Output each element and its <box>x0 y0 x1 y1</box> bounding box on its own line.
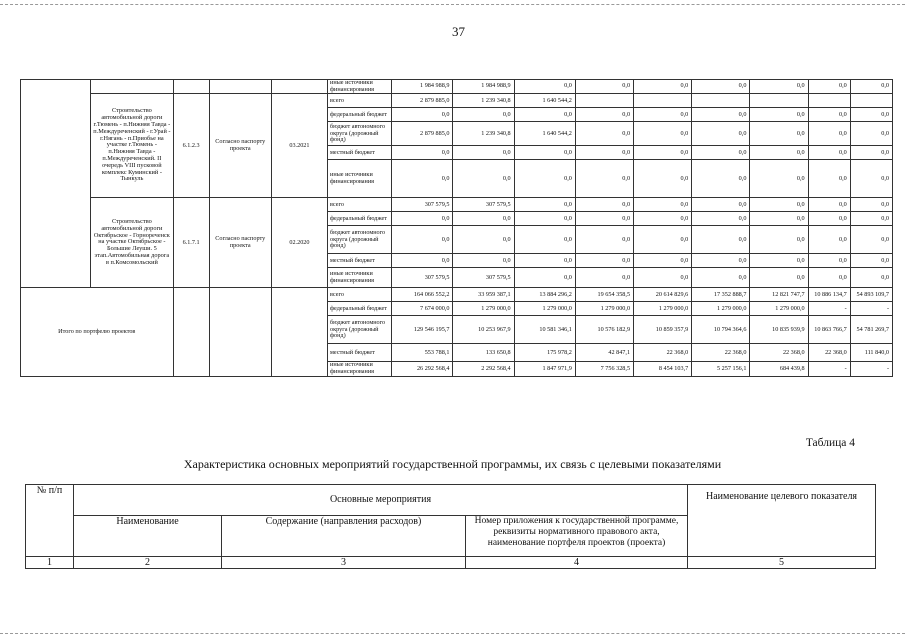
project-name: Строительство автомобильной дороги г.Тюмень - п.Нижняя Тавда - п.Междуреченский - г.Урай - г.Нягань - п.Приобье на участке г.Тюмень - п.Нижняя Тавда - п.Междуреченский. II очередь VIII пусковой комплекс Куминский - Тынкуль <box>91 94 173 198</box>
amount-cell: 0,0 <box>692 146 750 160</box>
amount-cell: 0,0 <box>808 146 850 160</box>
col-number: 1 <box>26 557 74 569</box>
amount-cell: 0,0 <box>575 160 633 198</box>
amount-cell: 0,0 <box>634 212 692 226</box>
amount-cell: 2 292 568,4 <box>453 362 514 376</box>
amount-cell: 2 879 885,0 <box>392 122 453 146</box>
amount-cell: 307 579,5 <box>453 198 514 212</box>
amount-cell: 0,0 <box>850 212 892 226</box>
bottom-scan-edge <box>0 633 905 634</box>
amount-cell <box>850 94 892 108</box>
amount-cell: 12 821 747,7 <box>750 288 808 302</box>
source-label: всего <box>328 198 392 212</box>
amount-cell: 0,0 <box>514 160 575 198</box>
amount-cell: 0,0 <box>692 108 750 122</box>
source-label: бюджет автономного округа (дорожный фонд) <box>328 122 392 146</box>
amount-cell: 0,0 <box>692 80 750 94</box>
amount-cell: 0,0 <box>808 122 850 146</box>
amount-cell: 0,0 <box>692 198 750 212</box>
amount-cell: 10 581 346,1 <box>514 316 575 344</box>
source-label: иные источники финансирования <box>328 268 392 288</box>
col-number: 5 <box>688 557 876 569</box>
amount-cell: 0,0 <box>453 226 514 254</box>
amount-cell: 0,0 <box>808 198 850 212</box>
amount-cell: 0,0 <box>850 146 892 160</box>
amount-cell: 1 279 000,0 <box>453 302 514 316</box>
amount-cell: 7 756 328,5 <box>575 362 633 376</box>
amount-cell: 0,0 <box>850 80 892 94</box>
project-basis: Согласно паспорту проекта <box>209 94 271 198</box>
amount-cell: 0,0 <box>575 80 633 94</box>
source-label: иные источники финансирования <box>328 80 392 94</box>
amount-cell: 0,0 <box>808 160 850 198</box>
amount-cell: 0,0 <box>453 160 514 198</box>
amount-cell <box>634 94 692 108</box>
amount-cell: 0,0 <box>575 268 633 288</box>
amount-cell: 164 066 552,2 <box>392 288 453 302</box>
amount-cell: 684 439,8 <box>750 362 808 376</box>
amount-cell: 13 884 296,2 <box>514 288 575 302</box>
table-row <box>21 198 893 212</box>
amount-cell: 0,0 <box>750 198 808 212</box>
amount-cell: 26 292 568,4 <box>392 362 453 376</box>
amount-cell: 0,0 <box>692 268 750 288</box>
amount-cell: 20 614 829,6 <box>634 288 692 302</box>
col-header-main-measures: Основные мероприятия <box>74 485 688 516</box>
amount-cell: 307 579,5 <box>392 198 453 212</box>
amount-cell: 0,0 <box>808 80 850 94</box>
amount-cell: 0,0 <box>514 198 575 212</box>
table-row <box>21 94 893 108</box>
amount-cell: 0,0 <box>634 268 692 288</box>
blank-cell <box>173 288 209 376</box>
amount-cell: 0,0 <box>850 108 892 122</box>
amount-cell: 1 279 000,0 <box>750 302 808 316</box>
source-label: иные источники финансирования <box>328 362 392 376</box>
amount-cell: 0,0 <box>575 122 633 146</box>
project-code: 6.1.7.1 <box>173 198 209 288</box>
amount-cell: 0,0 <box>808 268 850 288</box>
amount-cell: 307 579,5 <box>453 268 514 288</box>
amount-cell: 0,0 <box>750 226 808 254</box>
amount-cell: 0,0 <box>575 108 633 122</box>
amount-cell: - <box>808 302 850 316</box>
amount-cell: 0,0 <box>850 268 892 288</box>
amount-cell: 129 546 195,7 <box>392 316 453 344</box>
amount-cell: 8 454 103,7 <box>634 362 692 376</box>
amount-cell: 0,0 <box>392 108 453 122</box>
col-header-content: Содержание (направления расходов) <box>222 516 466 557</box>
amount-cell <box>750 94 808 108</box>
amount-cell: 0,0 <box>692 226 750 254</box>
amount-cell: 54 781 269,7 <box>850 316 892 344</box>
amount-cell: 0,0 <box>808 226 850 254</box>
amount-cell: 0,0 <box>392 212 453 226</box>
amount-cell: 1 239 340,8 <box>453 94 514 108</box>
amount-cell: 54 893 109,7 <box>850 288 892 302</box>
amount-cell: 0,0 <box>575 226 633 254</box>
source-label: местный бюджет <box>328 254 392 268</box>
funding-table <box>20 79 893 377</box>
amount-cell: 0,0 <box>453 212 514 226</box>
col-number: 2 <box>74 557 222 569</box>
amount-cell: 1 640 544,2 <box>514 94 575 108</box>
source-label: бюджет автономного округа (дорожный фонд) <box>328 226 392 254</box>
amount-cell: 0,0 <box>808 254 850 268</box>
amount-cell: 22 368,0 <box>692 344 750 362</box>
table-row <box>21 288 893 302</box>
amount-cell: 1 279 000,0 <box>692 302 750 316</box>
amount-cell: 10 253 967,9 <box>453 316 514 344</box>
amount-cell: 0,0 <box>514 108 575 122</box>
amount-cell: 0,0 <box>392 254 453 268</box>
measures-table <box>25 484 876 569</box>
amount-cell: 1 984 988,9 <box>392 80 453 94</box>
project-date: 03.2021 <box>271 94 327 198</box>
amount-cell: 0,0 <box>634 108 692 122</box>
amount-cell: 133 650,8 <box>453 344 514 362</box>
total-label: Итого по портфелю проектов <box>21 288 174 376</box>
amount-cell: 0,0 <box>750 80 808 94</box>
amount-cell: 0,0 <box>514 146 575 160</box>
col-header-name: Наименование <box>74 516 222 557</box>
amount-cell: 0,0 <box>692 254 750 268</box>
amount-cell: 10 886 134,7 <box>808 288 850 302</box>
blank-cell <box>173 80 209 94</box>
amount-cell: 0,0 <box>808 212 850 226</box>
project-basis: Согласно паспорту проекта <box>209 198 271 288</box>
amount-cell: 0,0 <box>453 146 514 160</box>
amount-cell: 22 368,0 <box>634 344 692 362</box>
amount-cell: 0,0 <box>850 198 892 212</box>
amount-cell: 0,0 <box>750 160 808 198</box>
amount-cell: 0,0 <box>575 198 633 212</box>
source-label: всего <box>328 94 392 108</box>
table-title: Характеристика основных мероприятий государственной программы, их связь с целевыми показателями <box>183 457 722 471</box>
table-label: Таблица 4 <box>805 437 855 449</box>
project-date: 02.2020 <box>271 198 327 288</box>
col-number: 3 <box>222 557 466 569</box>
table-row <box>21 80 893 94</box>
amount-cell: 10 835 939,9 <box>750 316 808 344</box>
amount-cell: - <box>850 362 892 376</box>
source-label: всего <box>328 288 392 302</box>
amount-cell: 7 674 000,0 <box>392 302 453 316</box>
amount-cell: 0,0 <box>392 160 453 198</box>
amount-cell: 0,0 <box>692 122 750 146</box>
amount-cell: 2 879 885,0 <box>392 94 453 108</box>
amount-cell: 17 352 888,7 <box>692 288 750 302</box>
amount-cell: 10 794 364,6 <box>692 316 750 344</box>
amount-cell: 0,0 <box>453 254 514 268</box>
col-number: 4 <box>466 557 688 569</box>
blank-cell <box>271 80 327 94</box>
amount-cell <box>808 94 850 108</box>
amount-cell <box>575 94 633 108</box>
amount-cell: 0,0 <box>514 254 575 268</box>
page-number: 37 <box>452 24 465 39</box>
amount-cell: 0,0 <box>634 160 692 198</box>
amount-cell: 1 239 340,8 <box>453 122 514 146</box>
amount-cell: 0,0 <box>514 80 575 94</box>
amount-cell: 0,0 <box>808 108 850 122</box>
amount-cell: 0,0 <box>634 122 692 146</box>
source-label: местный бюджет <box>328 344 392 362</box>
amount-cell: 0,0 <box>850 226 892 254</box>
amount-cell: 22 368,0 <box>808 344 850 362</box>
amount-cell: 1 984 988,9 <box>453 80 514 94</box>
amount-cell: 0,0 <box>575 146 633 160</box>
amount-cell: 19 654 358,5 <box>575 288 633 302</box>
col-header-number: № п/п <box>26 485 74 557</box>
amount-cell: 0,0 <box>575 254 633 268</box>
amount-cell: - <box>808 362 850 376</box>
amount-cell: 0,0 <box>634 254 692 268</box>
amount-cell: 10 576 182,9 <box>575 316 633 344</box>
source-label: федеральный бюджет <box>328 302 392 316</box>
amount-cell: 0,0 <box>850 254 892 268</box>
amount-cell: 1 640 544,2 <box>514 122 575 146</box>
amount-cell: 1 279 000,0 <box>575 302 633 316</box>
source-label: иные источники финансирования <box>328 160 392 198</box>
amount-cell: 0,0 <box>750 254 808 268</box>
amount-cell <box>692 94 750 108</box>
amount-cell: 0,0 <box>392 226 453 254</box>
amount-cell: 10 863 766,7 <box>808 316 850 344</box>
amount-cell: 0,0 <box>750 108 808 122</box>
blank-cell <box>271 288 327 376</box>
amount-cell: 307 579,5 <box>392 268 453 288</box>
amount-cell: 553 788,1 <box>392 344 453 362</box>
amount-cell: 1 847 971,9 <box>514 362 575 376</box>
amount-cell: 0,0 <box>850 160 892 198</box>
source-label: местный бюджет <box>328 146 392 160</box>
amount-cell: 0,0 <box>514 226 575 254</box>
blank-cell <box>21 80 91 288</box>
amount-cell: 10 859 357,9 <box>634 316 692 344</box>
amount-cell: 0,0 <box>514 212 575 226</box>
amount-cell: 0,0 <box>453 108 514 122</box>
amount-cell: - <box>850 302 892 316</box>
blank-cell <box>209 288 271 376</box>
amount-cell: 0,0 <box>692 212 750 226</box>
blank-cell <box>209 80 271 94</box>
col-header-appendix: Номер приложения к государственной программе, реквизиты нормативного правового акта, наименование портфеля проектов (проекта) <box>466 516 688 557</box>
amount-cell: 33 959 387,1 <box>453 288 514 302</box>
amount-cell: 111 840,0 <box>850 344 892 362</box>
amount-cell: 0,0 <box>634 226 692 254</box>
amount-cell: 0,0 <box>634 198 692 212</box>
col-header-target-indicator: Наименование целевого показателя <box>688 485 876 557</box>
amount-cell: 0,0 <box>392 146 453 160</box>
amount-cell: 0,0 <box>850 122 892 146</box>
source-label: федеральный бюджет <box>328 212 392 226</box>
amount-cell: 0,0 <box>750 146 808 160</box>
project-name: Строительство автомобильной дороги Октябрьское - Горнореченск на участке Октябрьское - Большие Леуши. 5 этап.Автомобильная дорога в п.Комсомольский <box>91 198 173 288</box>
amount-cell: 0,0 <box>750 212 808 226</box>
source-label: бюджет автономного округа (дорожный фонд) <box>328 316 392 344</box>
amount-cell: 175 978,2 <box>514 344 575 362</box>
amount-cell: 1 279 000,0 <box>634 302 692 316</box>
source-label: федеральный бюджет <box>328 108 392 122</box>
amount-cell: 0,0 <box>634 146 692 160</box>
amount-cell: 0,0 <box>634 80 692 94</box>
amount-cell: 0,0 <box>750 122 808 146</box>
amount-cell: 5 257 156,1 <box>692 362 750 376</box>
amount-cell: 1 279 000,0 <box>514 302 575 316</box>
amount-cell: 42 847,1 <box>575 344 633 362</box>
blank-cell <box>91 80 173 94</box>
amount-cell: 22 368,0 <box>750 344 808 362</box>
amount-cell: 0,0 <box>692 160 750 198</box>
funding-table-body <box>21 80 893 377</box>
amount-cell: 0,0 <box>750 268 808 288</box>
top-scan-edge <box>0 4 905 5</box>
project-code: 6.1.2.3 <box>173 94 209 198</box>
amount-cell: 0,0 <box>514 268 575 288</box>
amount-cell: 0,0 <box>575 212 633 226</box>
